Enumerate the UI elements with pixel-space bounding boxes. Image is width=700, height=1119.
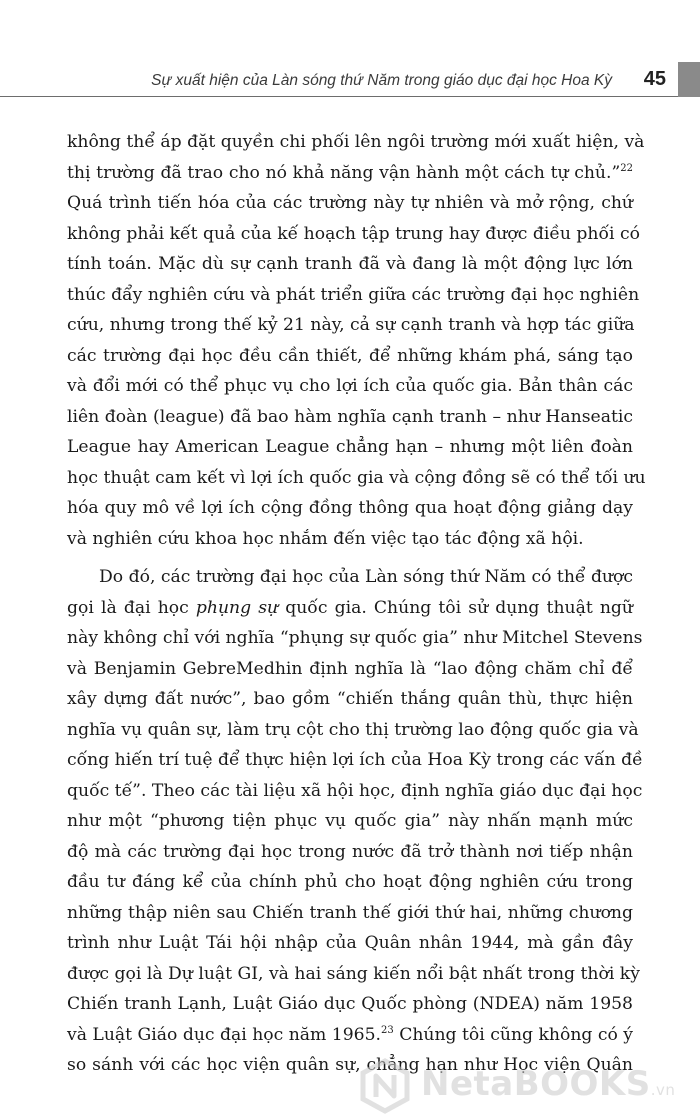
running-title: Sự xuất hiện của Làn sóng thứ Năm trong giáo dục đại học Hoa Kỳ: [151, 72, 612, 89]
page-edge-tab: [678, 62, 700, 97]
text-line: và nghiên cứu khoa học nhắm đến việc tạo tác động xã hội.: [67, 528, 584, 549]
text-line-segment: quốc gia. Chúng tôi sử dụng thuật ngữ: [278, 597, 633, 618]
watermark-brand: NetaBOOKS: [421, 1064, 651, 1104]
running-header: [0, 62, 700, 102]
text-line: xây dựng đất nước”, bao gồm “chiến thắng quân thù, thực hiện: [67, 689, 633, 709]
text-line: độ mà các trường đại học trong nước đã trở thành nơi tiếp nhận: [67, 841, 633, 862]
footnote-ref-23: 23: [381, 1024, 394, 1036]
body-text: [67, 127, 646, 1081]
watermark: [357, 1058, 697, 1114]
footnote-ref-22: 22: [620, 162, 633, 174]
text-line-segment: thị trường đã trao cho nó khả năng vận hành một cách tự chủ.”: [67, 162, 621, 183]
text-line: và Benjamin GebreMedhin định nghĩa là “lao động chăm chỉ để: [67, 658, 633, 679]
text-line: đầu tư đáng kể của chính phủ cho hoạt động nghiên cứu trong: [67, 872, 633, 892]
text-line: cứu, nhưng trong thế kỷ 21 này, cả sự cạnh tranh và hợp tác giữa: [67, 315, 635, 335]
header-rule: [0, 96, 700, 97]
text-line: học thuật cam kết vì lợi ích quốc gia và cộng đồng sẽ có thể tối ưu: [67, 467, 646, 488]
text-line: [67, 158, 633, 189]
text-line: liên đoàn (league) đã bao hàm nghĩa cạnh tranh – như Hanseatic: [67, 406, 633, 427]
text-line: hóa quy mô về lợi ích cộng đồng thông qua hoạt động giảng dạy: [67, 498, 633, 518]
text-line-segment: và Luật Giáo dục đại học năm 1965.: [67, 1024, 381, 1045]
text-line: các trường đại học đều cần thiết, để những khám phá, sáng tạo: [67, 345, 633, 366]
text-line: League hay American League chẳng hạn – nhưng một liên đoàn: [67, 437, 633, 457]
text-line: trình như Luật Tái hội nhập của Quân nhân 1944, mà gần đây: [67, 933, 633, 953]
text-line: Quá trình tiến hóa của các trường này tự nhiên và mở rộng, chứ: [67, 193, 633, 213]
paragraph-gap: [67, 554, 633, 562]
text-line: tính toán. Mặc dù sự cạnh tranh đã và đang là một động lực lớn: [67, 254, 633, 274]
text-line: [67, 593, 633, 624]
text-line: như một “phương tiện phục vụ quốc gia” này nhấn mạnh mức: [67, 811, 633, 831]
text-line: Do đó, các trường đại học của Làn sóng thứ Năm có thể được: [99, 567, 633, 587]
text-line: [67, 1020, 633, 1051]
text-line: cống hiến trí tuệ để thực hiện lợi ích của Hoa Kỳ trong các vấn đề: [67, 750, 643, 770]
text-line-segment: Chúng tôi cũng không có ý: [393, 1024, 634, 1045]
text-line: không thể áp đặt quyền chi phối lên ngôi trường mới xuất hiện, và: [67, 132, 645, 152]
text-line: quốc tế”. Theo các tài liệu xã hội học, định nghĩa giáo dục đại học: [67, 780, 643, 801]
text-line: này không chỉ với nghĩa “phụng sự quốc gia” như Mitchel Stevens: [67, 628, 643, 648]
text-line: thúc đẩy nghiên cứu và phát triển giữa các trường đại học nghiên: [67, 284, 640, 305]
paragraph-1: [67, 127, 646, 554]
n-logo-icon: [357, 1058, 413, 1114]
text-line: những thập niên sau Chiến tranh thế giới thứ hai, những chương: [67, 902, 633, 923]
page-number: 45: [638, 68, 672, 91]
text-line: và đổi mới có thể phục vụ cho lợi ích của quốc gia. Bản thân các: [67, 376, 633, 396]
text-line-segment: gọi là đại học: [67, 597, 196, 618]
text-line: nghĩa vụ quân sự, làm trụ cột cho thị trường lao động quốc gia và: [67, 719, 639, 740]
watermark-domain-suffix: .vn: [650, 1081, 676, 1099]
text-line: Chiến tranh Lạnh, Luật Giáo dục Quốc phòng (NDEA) năm 1958: [67, 994, 633, 1014]
emphasis: phụng sự: [195, 597, 279, 618]
text-line: không phải kết quả của kế hoạch tập trung hay được điều phối có: [67, 223, 640, 244]
text-line: so sánh với các học viện quân sự, chẳng hạn như Học viện Quân: [67, 1055, 633, 1075]
text-line: được gọi là Dự luật GI, và hai sáng kiến nổi bật nhất trong thời kỳ: [67, 963, 640, 984]
paragraph-2: [67, 562, 643, 1081]
watermark-text: [421, 1064, 675, 1104]
